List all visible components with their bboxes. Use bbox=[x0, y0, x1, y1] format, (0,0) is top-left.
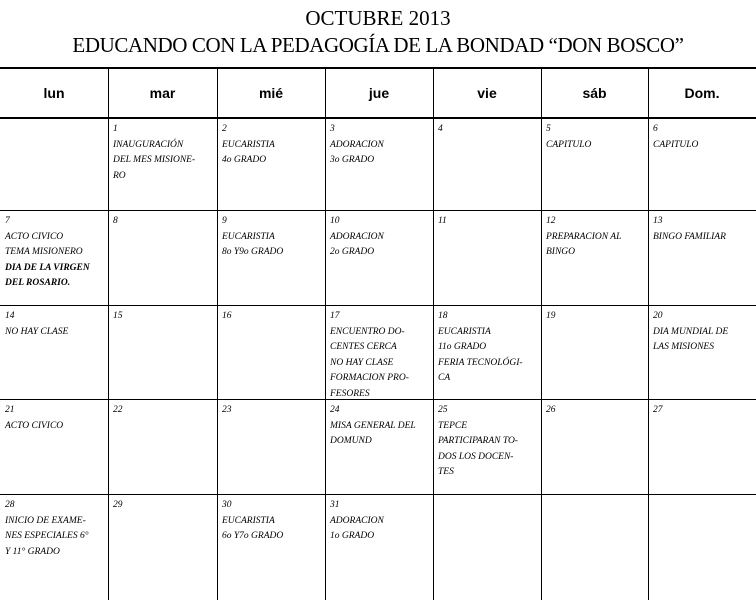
event-text: CAPITULO bbox=[653, 139, 699, 150]
weekday-header: mar bbox=[149, 85, 176, 101]
event-text: ENCUENTRO DO- bbox=[330, 326, 405, 337]
day-cell[interactable] bbox=[1, 496, 108, 600]
event-text: DEL MES MISIONE- bbox=[113, 155, 196, 165]
calendar-subtitle: EDUCANDO CON LA PEDAGOGÍA DE LA BONDAD “DON BOSCO” bbox=[72, 33, 684, 57]
event-text: BINGO bbox=[546, 247, 576, 257]
day-cell[interactable] bbox=[542, 401, 648, 494]
row-divider bbox=[0, 117, 756, 119]
day-number: 15 bbox=[113, 311, 123, 321]
weekday-header: jue bbox=[368, 85, 390, 101]
day-number: 23 bbox=[222, 405, 232, 415]
day-cell[interactable] bbox=[542, 212, 648, 305]
event-text: PARTICIPARAN TO- bbox=[438, 436, 518, 446]
event-text: INAUGURACIÓN bbox=[113, 139, 184, 150]
day-cell[interactable] bbox=[542, 496, 648, 600]
event-text: 11o GRADO bbox=[438, 342, 487, 352]
event-text: EUCARISTIA bbox=[438, 326, 491, 337]
event-text: ADORACION bbox=[330, 139, 384, 150]
day-cell[interactable] bbox=[649, 212, 756, 305]
event-text: CENTES CERCA bbox=[330, 342, 397, 352]
event-text: NO HAY CLASE bbox=[5, 326, 69, 337]
day-number: 28 bbox=[5, 500, 15, 510]
day-cell[interactable] bbox=[326, 120, 433, 211]
day-number: 26 bbox=[546, 405, 556, 415]
day-number: 11 bbox=[438, 216, 447, 226]
event-text: DIA MUNDIAL DE bbox=[653, 326, 729, 337]
event-text: ADORACION bbox=[330, 515, 384, 526]
event-text: 4o GRADO bbox=[222, 155, 267, 165]
day-cell[interactable] bbox=[326, 401, 433, 494]
day-cell[interactable] bbox=[109, 212, 217, 305]
event-text: ACTO CIVICO bbox=[5, 231, 64, 242]
day-cell[interactable] bbox=[1, 212, 108, 305]
day-number: 16 bbox=[222, 311, 232, 321]
day-number: 24 bbox=[330, 405, 340, 415]
event-text: MISA GENERAL DEL bbox=[330, 420, 416, 431]
event-text: CA bbox=[438, 373, 451, 383]
day-cell[interactable] bbox=[542, 307, 648, 399]
day-number: 20 bbox=[653, 311, 663, 321]
event-text: FERIA TECNOLÓGI- bbox=[438, 357, 523, 368]
event-text: 6o Y7o GRADO bbox=[222, 531, 284, 541]
day-cell[interactable] bbox=[326, 212, 433, 305]
day-number: 18 bbox=[438, 311, 448, 321]
day-number: 10 bbox=[330, 216, 340, 226]
day-cell[interactable] bbox=[218, 401, 325, 494]
day-number: 7 bbox=[5, 216, 10, 226]
event-text: Y 11° GRADO bbox=[5, 546, 60, 557]
day-number: 4 bbox=[438, 124, 443, 134]
day-number: 2 bbox=[222, 124, 227, 134]
day-number: 3 bbox=[330, 124, 335, 134]
day-number: 31 bbox=[330, 500, 340, 510]
day-number: 30 bbox=[222, 500, 232, 510]
day-cell[interactable] bbox=[434, 212, 541, 305]
event-text: 3o GRADO bbox=[330, 155, 375, 165]
day-cell[interactable] bbox=[649, 307, 756, 399]
event-text: EUCARISTIA bbox=[222, 515, 275, 526]
row-divider bbox=[0, 399, 756, 400]
event-text: DIA DE LA VIRGEN bbox=[5, 262, 90, 273]
weekday-header: mié bbox=[258, 85, 284, 101]
day-cell[interactable] bbox=[326, 496, 433, 600]
event-text: EUCARISTIA bbox=[222, 231, 275, 242]
calendar-grid bbox=[0, 67, 756, 600]
day-number: 9 bbox=[222, 216, 227, 226]
event-text: TEMA MISIONERO bbox=[5, 247, 83, 257]
event-text: PREPARACION AL bbox=[546, 231, 622, 242]
event-text: NES ESPECIALES 6° bbox=[5, 531, 89, 541]
day-cell[interactable] bbox=[218, 307, 325, 399]
day-number: 5 bbox=[546, 124, 551, 134]
event-text: DOMUND bbox=[330, 436, 372, 446]
day-cell[interactable] bbox=[1, 120, 108, 211]
day-cell[interactable] bbox=[649, 496, 756, 600]
day-cell[interactable] bbox=[434, 496, 541, 600]
event-text: FORMACION PRO- bbox=[330, 373, 409, 383]
day-cell[interactable] bbox=[649, 120, 756, 211]
day-number: 13 bbox=[653, 216, 663, 226]
day-cell[interactable] bbox=[109, 496, 217, 600]
day-number: 17 bbox=[330, 311, 340, 321]
row-divider bbox=[0, 494, 756, 495]
event-text: 8o Y9o GRADO bbox=[222, 247, 284, 257]
weekday-header: vie bbox=[477, 85, 497, 101]
weekday-header: lun bbox=[43, 85, 65, 101]
day-number: 29 bbox=[113, 500, 123, 510]
day-cell[interactable] bbox=[542, 120, 648, 211]
event-text: ACTO CIVICO bbox=[5, 420, 64, 431]
event-text: BINGO FAMILIAR bbox=[653, 231, 726, 242]
event-text: DOS LOS DOCEN- bbox=[438, 451, 514, 462]
event-text: 2o GRADO bbox=[330, 247, 375, 257]
event-text: 1o GRADO bbox=[330, 531, 375, 541]
day-number: 25 bbox=[438, 405, 448, 415]
day-number: 21 bbox=[5, 405, 15, 415]
day-cell[interactable] bbox=[434, 120, 541, 211]
row-divider bbox=[0, 305, 756, 306]
day-number: 19 bbox=[546, 311, 556, 321]
event-text: ADORACION bbox=[330, 231, 384, 242]
day-cell[interactable] bbox=[434, 401, 541, 494]
event-text: TES bbox=[438, 467, 454, 477]
weekday-header: sáb bbox=[582, 85, 607, 101]
day-number: 14 bbox=[5, 311, 15, 321]
day-cell[interactable] bbox=[1, 401, 108, 494]
day-number: 27 bbox=[653, 405, 663, 415]
calendar-title: OCTUBRE 2013 bbox=[305, 6, 451, 30]
event-text: LAS MISIONES bbox=[653, 342, 714, 352]
day-number: 22 bbox=[113, 405, 123, 415]
day-cell[interactable] bbox=[109, 307, 217, 399]
day-cell[interactable] bbox=[218, 212, 325, 305]
day-cell[interactable] bbox=[109, 120, 217, 211]
day-cell[interactable] bbox=[218, 120, 325, 211]
event-text: DEL ROSARIO. bbox=[5, 278, 71, 288]
day-cell[interactable] bbox=[1, 307, 108, 399]
day-number: 12 bbox=[546, 216, 556, 226]
event-text: FESORES bbox=[330, 388, 370, 399]
day-cell[interactable] bbox=[109, 401, 217, 494]
day-number: 8 bbox=[113, 216, 118, 226]
event-text: CAPITULO bbox=[546, 139, 592, 150]
event-text: TEPCE bbox=[438, 420, 468, 431]
event-text: NO HAY CLASE bbox=[330, 357, 394, 368]
day-number: 1 bbox=[113, 124, 118, 134]
day-cell[interactable] bbox=[649, 401, 756, 494]
day-number: 6 bbox=[653, 124, 658, 134]
day-cell[interactable] bbox=[434, 307, 541, 399]
day-cell[interactable] bbox=[218, 496, 325, 600]
event-text: RO bbox=[113, 170, 126, 181]
weekday-header: Dom. bbox=[684, 85, 720, 101]
day-cell[interactable] bbox=[326, 307, 433, 399]
event-text: INICIO DE EXAME- bbox=[5, 515, 86, 526]
event-text: EUCARISTIA bbox=[222, 139, 275, 150]
